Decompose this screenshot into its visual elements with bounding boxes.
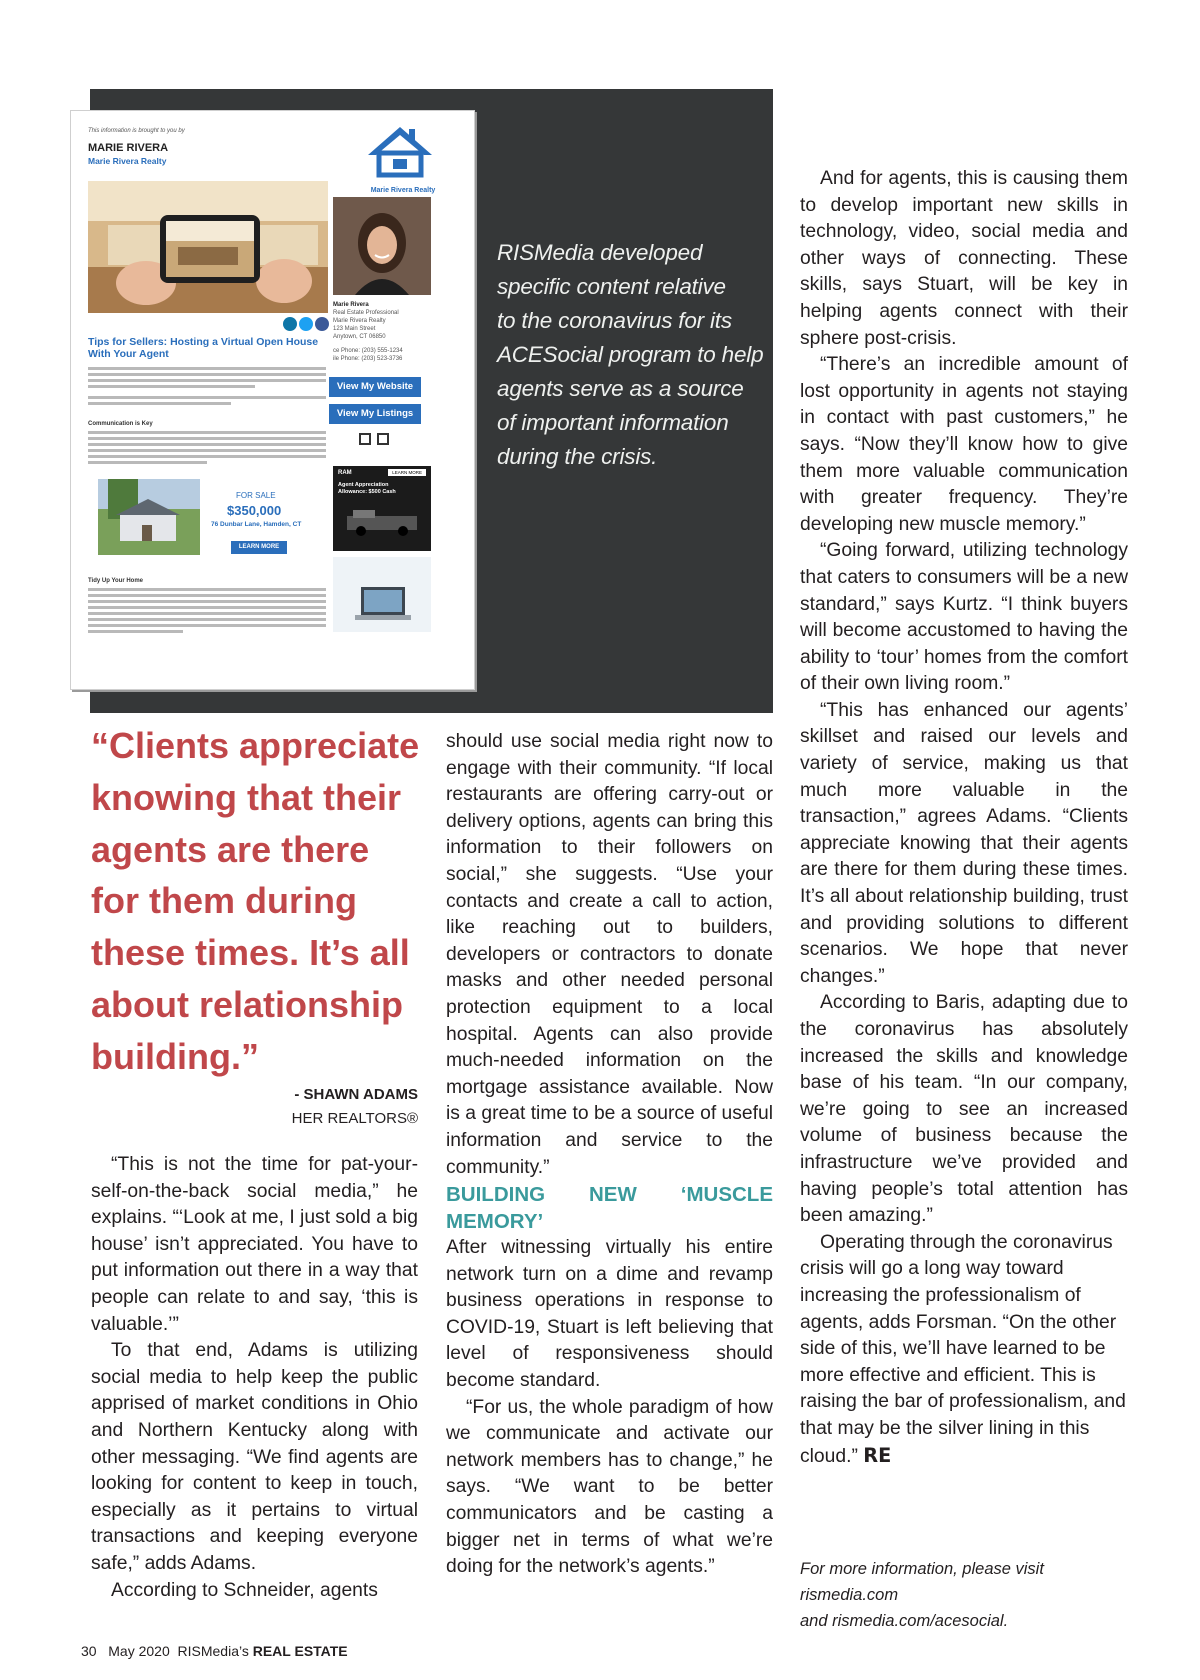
twitter-icon <box>299 317 313 331</box>
body-paragraph: “Going forward, utilizing technology that caters to consumers will be a new standard,” says Kurtz. “I think buyers will become accustomed to having the ability to ‘tour’ homes from the comfort of their own living room.” <box>800 540 1128 695</box>
body-paragraph: To that end, Adams is utilizing social media to help keep the public apprised of market conditions in Ohio and Northern Kentucky along with other messaging. “We find agents are looking for content to keep in touch, especially as it pertains to virtual transactions and keeping everyone safe,” adds Adams. <box>91 1340 418 1574</box>
newsletter-brought-by: This information is brought to you by <box>88 128 185 134</box>
linkedin-icon <box>283 317 297 331</box>
body-paragraph: “This is not the time for pat-your-self-on-the-back social media,” he explains. “‘Look at me, I just sold a big house’ isn’t appreciated. You have to put information out there in a way that people can relate to and say, ‘this is valuable.’” <box>91 1154 418 1335</box>
publisher: RISMedia’s <box>177 1643 249 1659</box>
equal-housing-icon <box>377 433 389 445</box>
agent-card-street: 123 Main Street <box>333 326 376 332</box>
caption-line: during the crisis. <box>497 444 658 469</box>
pull-quote-line: building.” <box>91 1035 259 1077</box>
ad-brand: RAM <box>338 470 352 476</box>
quote-attribution-name: - SHAWN ADAMS <box>294 1086 418 1103</box>
pull-quote-line: about relationship <box>91 983 404 1025</box>
newsletter-agent-name: MARIE RIVERA <box>88 142 169 154</box>
footnote-line: and rismedia.com/acesocial. <box>800 1612 1009 1630</box>
page-number: 30 <box>81 1643 97 1659</box>
newsletter-preview <box>70 110 475 690</box>
caption-line: ACESocial program to help <box>497 342 764 367</box>
listing-address: 76 Dunbar Lane, Hamden, CT <box>211 521 302 528</box>
newsletter-paragraph-3 <box>88 588 326 636</box>
view-listings-button[interactable]: View My Listings <box>329 404 421 424</box>
footnote <box>800 1556 1130 1634</box>
facebook-icon <box>315 317 329 331</box>
newsletter-article-title: Tips for Sellers: Hosting a Virtual Open House With Your Agent <box>88 336 319 360</box>
laptop-icon <box>353 585 413 625</box>
body-paragraph: According to Schneider, agents <box>111 1579 378 1601</box>
footnote-line: For more information, please visit rismedia.com <box>800 1560 1044 1604</box>
pull-quote-line: knowing that their <box>91 776 401 818</box>
body-paragraph: And for agents, this is causing them to develop important new skills in technology, video, social media and other ways of connecting. These skills, says Stuart, will be key in helping agents connect with their sphere post-crisis. <box>800 168 1128 349</box>
laptop-ad <box>333 557 431 632</box>
body-column-3 <box>800 166 1128 1470</box>
listing-price: $350,000 <box>227 503 282 518</box>
logo-text: Marie Rivera Realty <box>370 187 436 194</box>
body-paragraph: “This has enhanced our agents’ skillset and raised our levels and variety of service, making us that much more valuable in the transaction,” agrees Adams. “Clients appreciate knowing that their agents are there for them during these times. It’s all about relationship building, trust and providing solutions to different scenarios. We hope that never changes.” <box>800 699 1128 987</box>
body-paragraph: should use social media right now to engage with their community. “If local restaurants are offering carry-out or delivery options, agents can bring this information to their followers on social,” she suggests. “Use your contacts and create a call to action, like reaching out to builders, developers or contractors to donate masks and other needed personal protection equipment to a local hospital. Agents can also provide much-needed information on the mortgage assistance available. Now is a great time to be a source of useful information and service to the community.” <box>446 731 773 1178</box>
newsletter-paragraph-2 <box>88 431 326 467</box>
newsletter-paragraph <box>88 367 326 408</box>
pull-quote <box>91 720 431 1083</box>
body-paragraph: According to Baris, adapting due to the coronavirus has absolutely increased the skills and knowledge base of his team. “In our company, we’re going to see an increased volume of business because the infrastructure we’ve provided and having people’s total attention has been amazing.” <box>800 992 1128 1227</box>
agent-card-company: Marie Rivera Realty <box>333 318 386 324</box>
agent-card <box>333 301 453 363</box>
page-folio <box>81 1643 348 1659</box>
body-paragraph: “For us, the whole paradigm of how we communicate and activate our network members has to change,” he says. “We want to be better communicators and be casting a bigger net in terms of what we’re doing for the network’s agents.” <box>446 1396 773 1578</box>
agent-card-phone-office: ce Phone: (203) 555-1234 <box>333 348 403 354</box>
caption-line: of important information <box>497 410 729 435</box>
ad-text: Agent Appreciation Allowance: $500 Cash <box>338 482 396 495</box>
body-paragraph-final <box>800 1230 1128 1470</box>
caption-line: RISMedia developed <box>497 240 703 265</box>
newsletter-tidy-heading: Tidy Up Your Home <box>88 578 144 584</box>
agent-card-title: Real Estate Professional <box>333 310 399 316</box>
section-subhead: BUILDING NEW ‘MUSCLE MEMORY’ <box>446 1183 773 1234</box>
caption-line: agents serve as a source <box>497 376 744 401</box>
body-column-1 <box>91 1152 418 1604</box>
agent-card-city: Anytown, CT 06850 <box>333 334 386 340</box>
pull-quote-line: for them during <box>91 880 357 922</box>
pull-quote-line: agents are there <box>91 828 370 870</box>
quote-attribution-org: HER REALTORS® <box>291 1110 418 1127</box>
image-caption <box>497 236 764 474</box>
listing-photo <box>98 479 200 555</box>
caption-line: to the coronavirus for its <box>497 308 732 333</box>
pull-quote-line: “Clients appreciate <box>91 725 420 766</box>
final-paragraph-text: Operating through the coronavirus crisis will go a long way toward increasing the professionalism of agents, adds Forsman. “On the other side of this, we’ll have learned to be more effective and efficient. This is raising the bar of professionalism, and that may be the silver lining in this cloud.” <box>800 1231 1126 1467</box>
learn-more-button[interactable]: LEARN MORE <box>231 541 287 554</box>
body-paragraph: “There’s an incredible amount of lost opportunity in agents not staying in contact with past customers,” he says. “Now they’ll know how to give them more valuable communication with greater frequency. They’re developing new muscle memory.” <box>800 354 1128 535</box>
magazine-name: REAL ESTATE <box>252 1643 348 1659</box>
view-website-button[interactable]: View My Website <box>329 377 421 397</box>
ad-learn-more-button[interactable]: LEARN MORE <box>388 469 426 476</box>
pull-quote-line: these times. It’s all <box>91 932 410 974</box>
body-column-2 <box>446 729 773 1581</box>
newsletter-comm-heading: Communication is Key <box>88 421 153 427</box>
listing-status: FOR SALE <box>236 491 276 500</box>
ram-ad <box>333 466 431 551</box>
virtual-tour-photo <box>88 181 328 313</box>
agent-card-phone-mobile: ile Phone: (203) 523-3736 <box>333 356 403 362</box>
issue-date: May 2020 <box>108 1643 170 1659</box>
agent-card-name: Marie Rivera <box>333 302 369 308</box>
end-mark: RE <box>863 1443 892 1467</box>
caption-line: specific content relative <box>497 274 726 299</box>
agent-portrait <box>333 197 431 295</box>
body-paragraph: After witnessing virtually his entire network turn on a dime and revamp business operations in response to COVID-19, Stuart is left believing that level of responsiveness should become standard. <box>446 1237 773 1392</box>
house-logo-icon <box>364 123 436 185</box>
truck-icon <box>343 508 423 538</box>
realtor-icon <box>359 433 371 445</box>
newsletter-brokerage: Marie Rivera Realty <box>88 156 167 166</box>
